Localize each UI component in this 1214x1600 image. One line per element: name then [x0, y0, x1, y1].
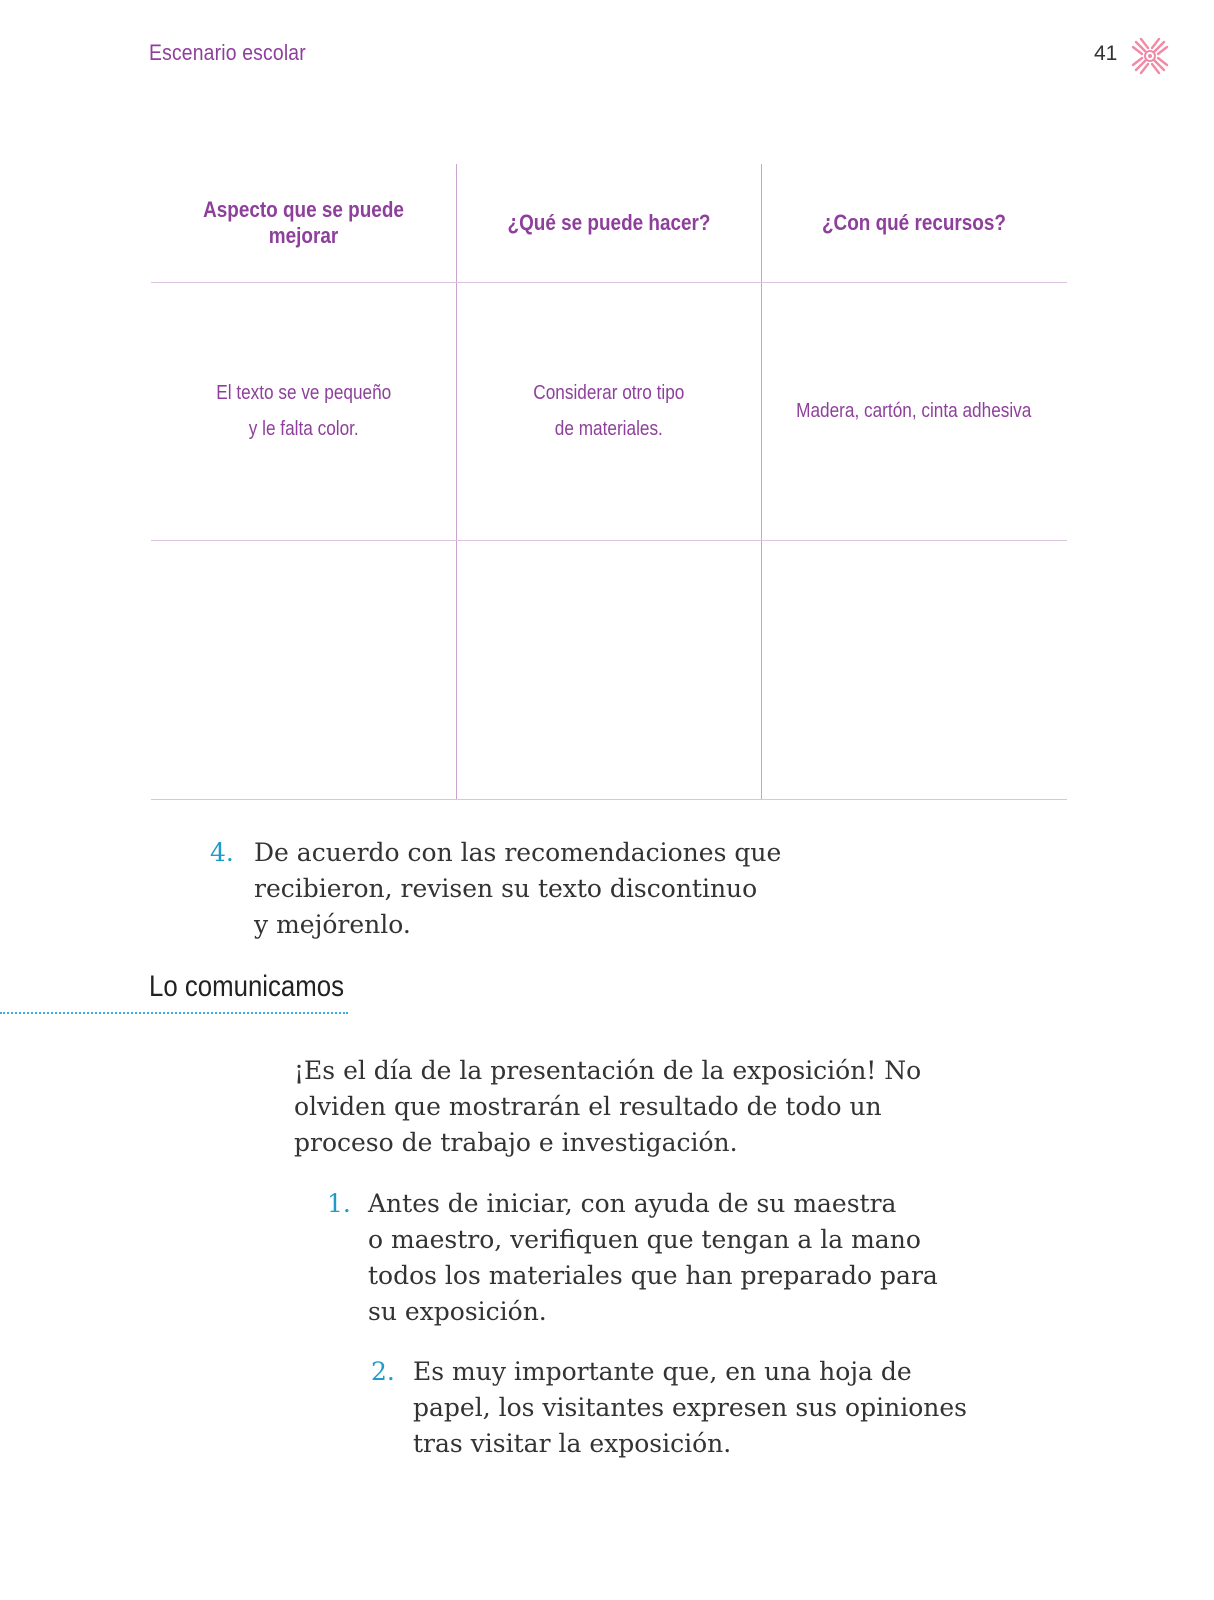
table-cell-empty	[151, 540, 456, 800]
page-number: 41	[1094, 42, 1118, 65]
star-emblem-icon	[1130, 36, 1170, 76]
list-item-text: Antes de iniciar, con ayuda de su maestra o maestro, verifiquen que tengan a la mano todos los materiales que han preparado para su exposición.	[368, 1189, 938, 1326]
table-header-aspect: Aspecto que se puede mejorar	[203, 197, 404, 248]
list-item	[371, 1354, 991, 1462]
section-label: Escenario escolar	[149, 40, 306, 65]
table-cell-resources: Madera, cartón, cinta adhesiva	[796, 400, 1032, 422]
list-item	[327, 1186, 967, 1330]
list-number: 1.	[327, 1189, 351, 1218]
table-cell-action: Considerar otro tipo de materiales.	[532, 382, 685, 440]
list-number: 4.	[210, 838, 234, 867]
step-text: De acuerdo con las recomendaciones que recibieron, revisen su texto discontinuo y mejórenlo.	[254, 838, 782, 939]
improvement-table	[151, 164, 1067, 800]
section-intro: ¡Es el día de la presentación de la exposición! No olviden que mostrarán el resultado de todo un proceso de trabajo e investigación.	[294, 1056, 922, 1157]
section-divider	[0, 1012, 348, 1014]
table-cell-aspect: El texto se ve pequeño y le falta color.	[215, 382, 391, 440]
table-header-action: ¿Qué se puede hacer?	[507, 210, 710, 235]
step-4	[210, 835, 810, 943]
table-cell-empty	[761, 540, 1067, 800]
section-title: Lo comunicamos	[149, 970, 345, 1003]
list-number: 2.	[371, 1357, 395, 1386]
table-header-resources: ¿Con qué recursos?	[822, 210, 1006, 235]
list-item-text: Es muy importante que, en una hoja de papel, los visitantes expresen sus opiniones tras visitar la exposición.	[413, 1357, 967, 1458]
table-cell-empty	[456, 540, 761, 800]
